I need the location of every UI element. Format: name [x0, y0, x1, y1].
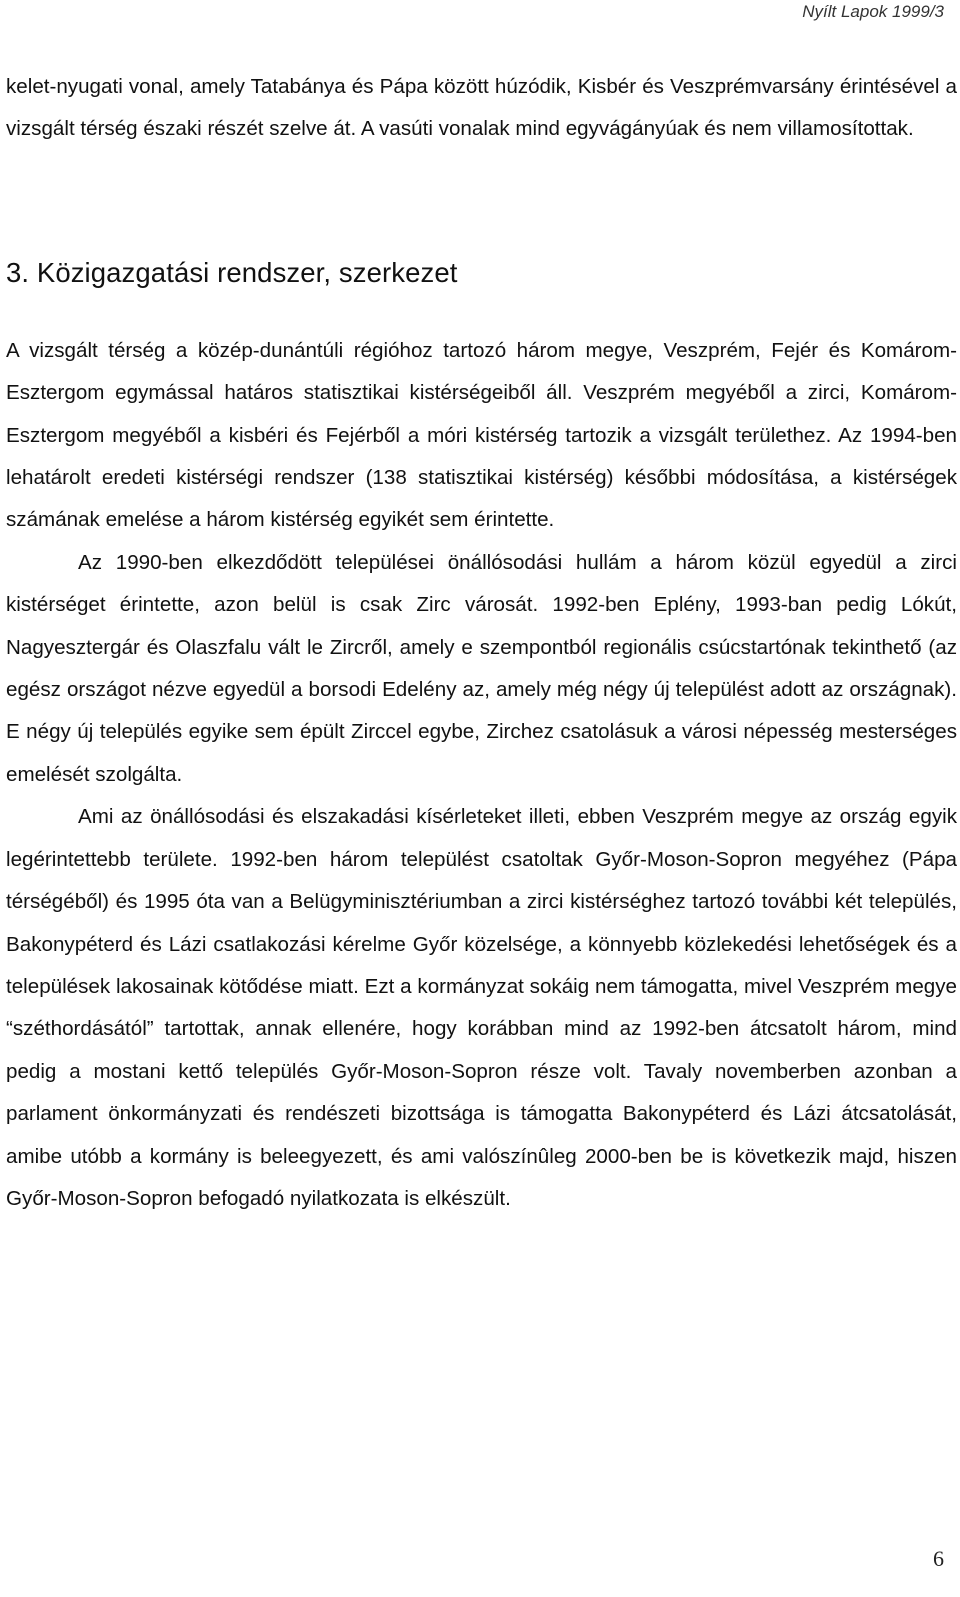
page-body [6, 66, 957, 1220]
body-paragraph-2: Az 1990-ben elkezdődött települései önállósodási hullám a három közül egyedül a zirci kistérséget érintette, azon belül is csak Zirc városát. 1992-ben Eplény, 1993-ban pedig Lókút, Nagyesztergár és Olaszfalu vált le Zircről, amely e szempontból regionális csúcstartónak tekinthető (az egész országot nézve egyedül a borsodi Edelény az, amely még négy új települést adott az országnak). E négy új település egyike sem épült Zirccel egybe, Zirchez csatolásuk a városi népesség mesterséges emelését szolgálta. [6, 550, 957, 786]
running-header: Nyílt Lapok 1999/3 [802, 2, 944, 21]
intro-paragraph: kelet-nyugati vonal, amely Tatabánya és Pápa között húzódik, Kisbér és Veszprémvarsány érintésével a vizsgált térség északi részét szelve át. A vasúti vonalak mind egyvágányúak és nem villamosítottak. [6, 75, 957, 141]
spacer [6, 151, 957, 253]
spacer [6, 293, 957, 330]
body-paragraph-3: Ami az önállósodási és elszakadási kísérleteket illeti, ebben Veszprém megye az ország egyik legérintettebb területe. 1992-ben három települést csatoltak Győr-Moson-Sopron megyéhez (Pápa térségéből) és 1995 óta van a Belügyminisztériumban a zirci kistérséghez tartozó további két település, Bakonypéterd és Lázi csatlakozási kérelme Győr közelsége, a könnyebb közlekedési lehetőségek és a települések lakosainak kötődése miatt. Ezt a kormányzat sokáig nem támogatta, mivel Veszprém megye “széthordásától” tartottak, annak ellenére, hogy korábban mind az 1992-ben átcsatolt három, mind pedig a mostani kettő település Győr-Moson-Sopron része volt. Tavaly novemberben azonban a parlament önkormányzati és rendészeti bizottsága is támogatta Bakonypéterd és Lázi átcsatolását, amibe utóbb a kormány is beleegyezett, és ami valószínûleg 2000-ben be is következik majd, hiszen Győr-Moson-Sopron befogadó nyilatkozata is elkészült. [6, 805, 957, 1210]
section-heading: 3. Közigazgatási rendszer, szerkezet [6, 256, 458, 288]
page-number: 6 [933, 1546, 944, 1571]
body-paragraph-1: A vizsgált térség a közép-dunántúli régióhoz tartozó három megye, Veszprém, Fejér és Komárom-Esztergom egymással határos statisztikai kistérségeiből áll. Veszprém megyéből a zirci, Komárom-Esztergom megyéből a kisbéri és Fejérből a móri kistérség tartozik a vizsgált területhez. Az 1994-ben lehatárolt eredeti kistérségi rendszer (138 statisztikai kistérség) későbbi módosítása, a kistérségek számának emelése a három kistérség egyikét sem érintette. [6, 338, 957, 532]
